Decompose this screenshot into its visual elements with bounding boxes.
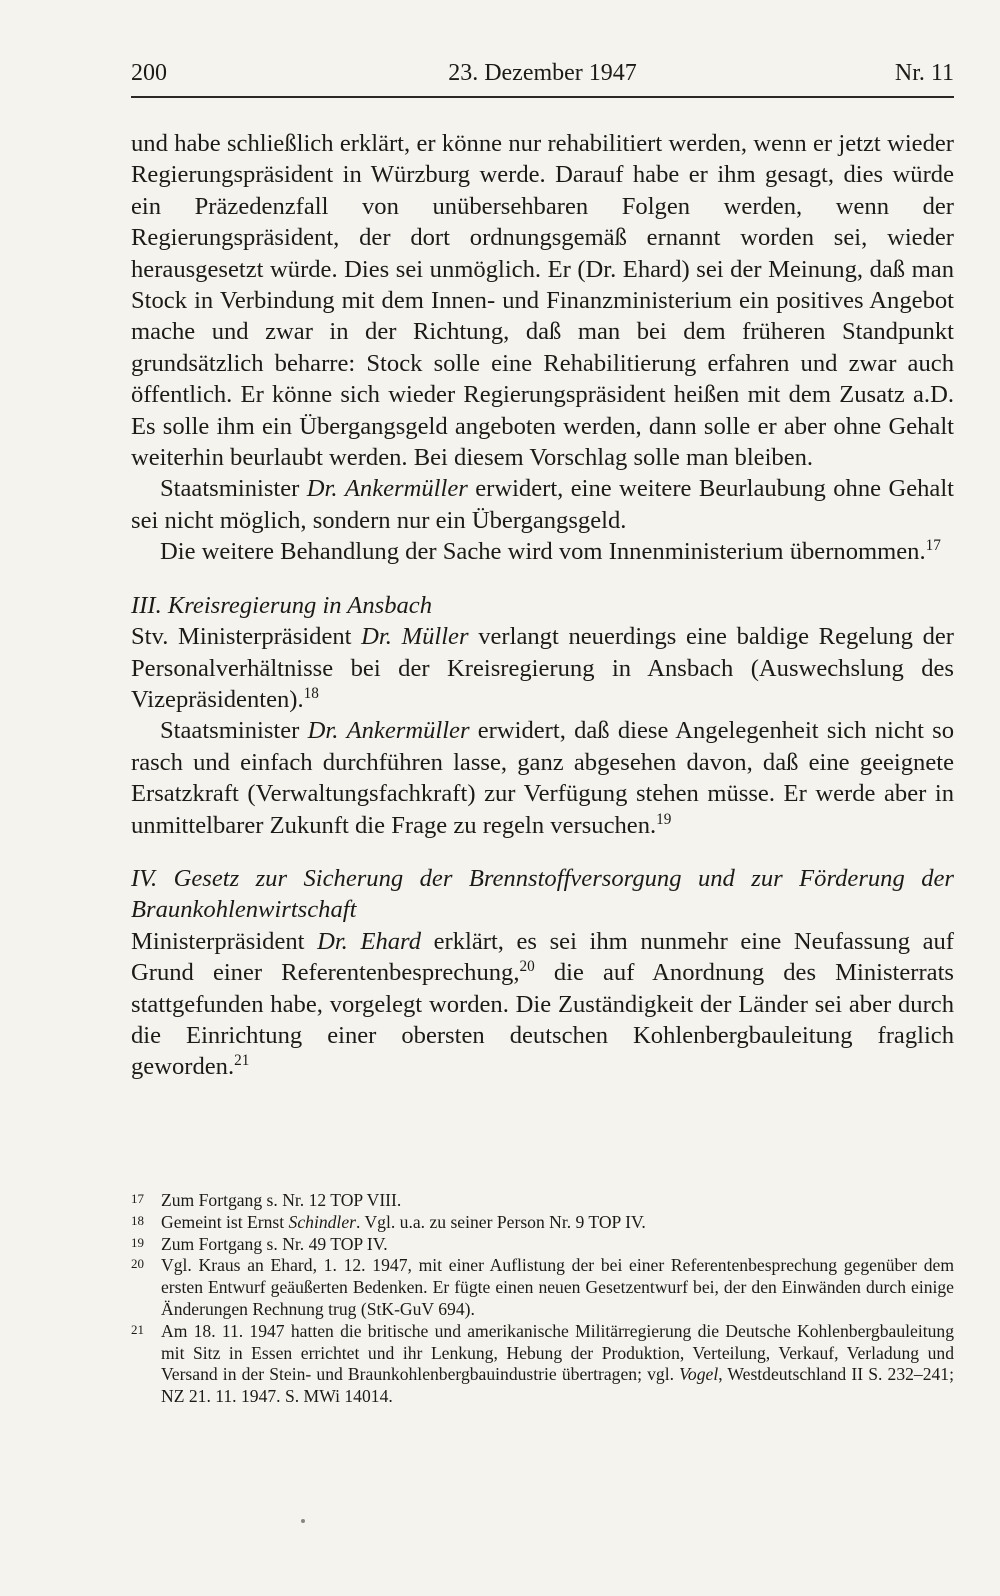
title-dr: Dr. — [361, 623, 392, 651]
title-dr: Dr. — [307, 717, 339, 745]
header-issue-number: Nr. 11 — [894, 60, 954, 86]
page-number: 200 — [131, 60, 167, 86]
section-heading-iii: III. Kreisregierung in Ansbach — [131, 591, 433, 619]
footnote-18: 18 Gemeint ist Ernst Schindler. Vgl. u.a. zu seiner Person Nr. 9 TOP IV. — [131, 1211, 646, 1232]
footnote-19: 19 Zum Fortgang s. Nr. 49 TOP IV. — [131, 1233, 388, 1254]
footnote-ref-20[interactable]: 20 — [519, 957, 535, 975]
person-name: Müller — [401, 623, 469, 651]
paragraph-mueller-request: Stv. Ministerpräsident Dr. Müller verlangt neuerdings eine baldige Regelung der Personalverhältnisse bei der Kreisregierung in Ansbach (Auswechslung des Vizepräsidenten).$^{18}$ — [131, 623, 954, 713]
title-dr: Dr. — [306, 475, 338, 503]
header-date: 23. Dezember 1947 — [448, 60, 637, 86]
author-name: Vogel — [679, 1364, 719, 1385]
running-head — [131, 56, 954, 90]
footnote-number: 21 — [131, 1321, 144, 1337]
footnote-17: 17 Zum Fortgang s. Nr. 12 TOP VIII. — [131, 1190, 402, 1210]
footnote-ref-17[interactable]: 17 — [925, 537, 941, 555]
paragraph-continuation: und habe schließlich erklärt, er könne nur rehabilitiert werden, wenn er jetzt wieder Regierungspräsident in Würzburg werde. Darauf habe er ihm gesagt, dies würde ein Präzedenzfall von unübersehbaren Folgen werden, wenn der Regierungspräsident, der dort ordnungsgemäß ernannt worden sei, wieder herausgesetzt würde. Dies sei unmöglich. Er (Dr. Ehard) sei der Meinung, daß man Stock in Verbindung mit dem Innen- und Finanzministerium ein positives Angebot mache und zwar in der Richtung, daß man bei dem früheren Standpunkt grundsätzlich beharre: Stock solle eine Rehabilitierung erfahren und zwar auch öffentlich. Er könne sich wieder Regierungspräsident heißen mit dem Zusatz a.D. Es solle ihm ein Übergangsgeld angeboten werden, dann solle er aber ohne Gehalt weiterhin beurlaubt werden. Bei diesem Vorschlag solle man bleiben. — [131, 130, 954, 472]
section-heading-iv: IV. Gesetz zur Sicherung der Brennstoffversorgung und zur Förderung der Braunkohlenwirtschaft — [131, 864, 954, 924]
header-rule — [131, 96, 954, 98]
footnote-ref-21[interactable]: 21 — [234, 1052, 250, 1070]
person-name: Schindler — [288, 1211, 356, 1232]
footnotes — [131, 1190, 954, 1408]
footnote-number: 20 — [131, 1256, 144, 1272]
footnote-number: 18 — [131, 1212, 144, 1228]
footnote-21: 21 Am 18. 11. 1947 hatten die britische und amerikanische Militärregierung die Deutsche Kohlenbergbauleitung mit Sitz in Essen errichtet und ihr Lenkung, Hebung der Produktion, Verteilung, Verkauf, Verladung und Versand in der Stein- und Braunkohlenbergbauindustrie übertragen; vgl. Vogel, Westdeutschland II S. 232–241; NZ 21. 11. 1947. S. MWi 14014. — [131, 1320, 954, 1407]
paragraph-ankermueller-ansbach: Staatsminister Dr. Ankermüller erwidert, daß diese Angelegenheit sich nicht so rasch und einfach durchführen lasse, ganz abgesehen davon, daß eine geeignete Ersatzkraft (Verwaltungsfachkraft) zur Verfügung stehen müsse. Er werde aber in unmittelbarer Zukunft die Frage zu regeln versuchen.$^{19}$ — [131, 717, 955, 839]
footnote-ref-19[interactable]: 19 — [656, 810, 672, 828]
footnote-number: 19 — [131, 1234, 144, 1250]
person-name: Ankermüller — [346, 717, 470, 745]
person-name: Ankermüller — [344, 475, 468, 503]
footnote-ref-18[interactable]: 18 — [303, 684, 319, 702]
main-text — [131, 128, 954, 1083]
paragraph-ehard-statement: Ministerpräsident Dr. Ehard erklärt, es sei ihm nunmehr eine Neufassung auf Grund einer Referentenbesprechung,$^{20}$ die auf Anordnung des Ministerrats stattgefunden habe, vorgelegt worden. Die Zuständigkeit der Länder sei aber durch die Einrichtung einer obersten deutschen Kohlenbergbauleitung fraglich geworden.$^{21}$ — [131, 927, 954, 1081]
footnote-number: 17 — [131, 1191, 144, 1206]
print-speck — [301, 1519, 305, 1523]
paragraph-ministry-takes-over: Die weitere Behandlung der Sache wird vom Innenministerium übernommen.$^{17}$ — [160, 537, 941, 566]
title-dr: Dr. — [317, 927, 348, 955]
paragraph-ankermueller-reply: Staatsminister Dr. Ankermüller erwidert, eine weitere Beurlaubung ohne Gehalt sei nicht möglich, sondern nur ein Übergangsgeld. — [131, 475, 954, 534]
person-name: Ehard — [360, 927, 422, 955]
footnote-20: 20 Vgl. Kraus an Ehard, 1. 12. 1947, mit einer Auflistung der bei einer Referentenbesprechung gegenüber dem ersten Entwurf geäußerten Bedenken. Er fügte einen neuen Gesetzentwurf bei, der den Einwänden durch einige Änderungen Rechnung trug (StK-GuV 694). — [131, 1255, 954, 1319]
